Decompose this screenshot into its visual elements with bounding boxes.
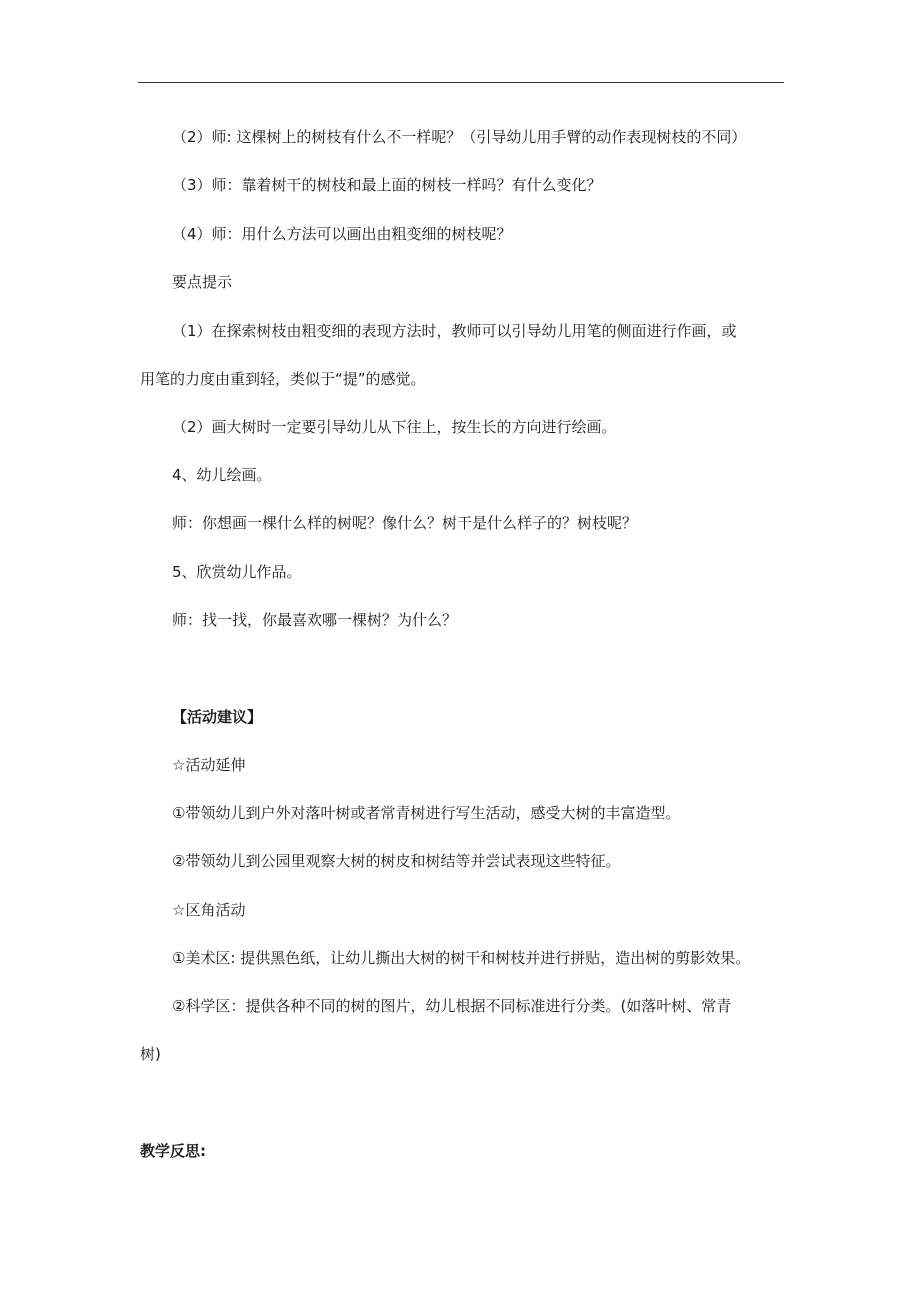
step-heading: 5、欣赏幼儿作品。: [172, 563, 302, 581]
subheading-activity-extension: ☆活动延伸: [172, 756, 246, 774]
paragraph-line: （2）画大树时一定要引导幼儿从下往上，按生长的方向进行绘画。: [172, 418, 617, 436]
section-heading-teaching-reflection: 教学反思:: [140, 1142, 206, 1160]
paragraph-line: 树): [140, 1045, 161, 1063]
section-heading-activity-suggestions: 【活动建议】: [172, 708, 263, 726]
paragraph-line: （1）在探索树枝由粗变细的表现方法时，教师可以引导幼儿用笔的侧面进行作画，或: [172, 322, 737, 340]
paragraph-line: 师：找一找，你最喜欢哪一棵树？为什么？: [172, 611, 458, 629]
paragraph-line: （3）师：靠着树干的树枝和最上面的树枝一样吗？有什么变化？: [172, 176, 602, 194]
list-item: ②带领幼儿到公园里观察大树的树皮和树结等并尝试表现这些特征。: [172, 852, 621, 870]
paragraph-line: （2）师: 这棵树上的树枝有什么不一样呢？（引导幼儿用手臂的动作表现树枝的不同）: [172, 128, 747, 146]
subheading-key-points: 要点提示: [172, 273, 233, 291]
step-heading: 4、幼儿绘画。: [172, 466, 272, 484]
paragraph-line: 师：你想画一棵什么样的树呢？像什么？树干是什么样子的？树枝呢？: [172, 514, 638, 532]
subheading-corner-activities: ☆区角活动: [172, 901, 246, 919]
list-item: ①带领幼儿到户外对落叶树或者常青树进行写生活动，感受大树的丰富造型。: [172, 804, 681, 822]
list-item: ②科学区：提供各种不同的树的图片，幼儿根据不同标准进行分类。(如落叶树、常青: [172, 997, 732, 1015]
paragraph-line: （4）师：用什么方法可以画出由粗变细的树枝呢？: [172, 225, 512, 243]
header-rule: [138, 82, 784, 83]
paragraph-line: 用笔的力度由重到轻，类似于“提”的感觉。: [140, 370, 426, 388]
list-item: ①美术区: 提供黑色纸，让幼儿撕出大树的树干和树枝并进行拼贴，造出树的剪影效果。: [172, 949, 751, 967]
